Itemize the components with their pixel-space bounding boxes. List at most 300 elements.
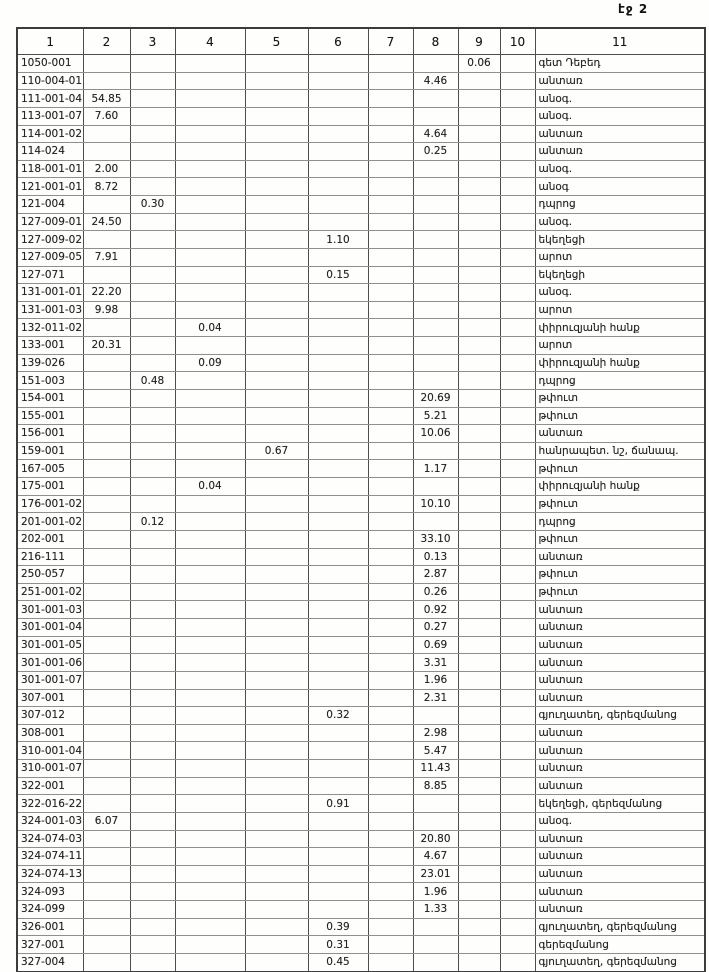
value-cell-col10 bbox=[500, 231, 535, 249]
parcel-code-cell: 121-004 bbox=[17, 196, 83, 214]
value-cell-col3 bbox=[130, 830, 175, 848]
table-row bbox=[17, 266, 705, 284]
column-header-3: 3 bbox=[130, 28, 175, 55]
value-cell-col6 bbox=[308, 671, 368, 689]
value-cell-col9 bbox=[458, 795, 500, 813]
value-cell-col9 bbox=[458, 248, 500, 266]
parcel-code-cell: 131-001-01 bbox=[17, 284, 83, 302]
value-cell-col3 bbox=[130, 901, 175, 919]
value-cell-col4 bbox=[175, 830, 245, 848]
land-use-cell: անօգ. bbox=[535, 90, 705, 108]
value-cell-col2 bbox=[83, 442, 130, 460]
value-cell-col4 bbox=[175, 442, 245, 460]
value-cell-col5 bbox=[245, 812, 308, 830]
value-cell-col9 bbox=[458, 530, 500, 548]
land-use-cell: փիրուզյանի հանք bbox=[535, 478, 705, 496]
value-cell-col3: 0.12 bbox=[130, 513, 175, 531]
value-cell-col4 bbox=[175, 742, 245, 760]
value-cell-col7 bbox=[368, 231, 413, 249]
value-cell-col6 bbox=[308, 901, 368, 919]
parcel-code-cell: 127-071 bbox=[17, 266, 83, 284]
value-cell-col9 bbox=[458, 442, 500, 460]
value-cell-col9 bbox=[458, 284, 500, 302]
value-cell-col8: 1.96 bbox=[413, 671, 458, 689]
value-cell-col4 bbox=[175, 196, 245, 214]
value-cell-col8: 2.98 bbox=[413, 724, 458, 742]
table-row bbox=[17, 107, 705, 125]
value-cell-col3 bbox=[130, 389, 175, 407]
value-cell-col8 bbox=[413, 936, 458, 954]
parcel-code-cell: 307-001 bbox=[17, 689, 83, 707]
value-cell-col4 bbox=[175, 707, 245, 725]
value-cell-col6 bbox=[308, 372, 368, 390]
value-cell-col7 bbox=[368, 90, 413, 108]
value-cell-col5 bbox=[245, 460, 308, 478]
value-cell-col8 bbox=[413, 319, 458, 337]
parcel-code-cell: 201-001-02 bbox=[17, 513, 83, 531]
value-cell-col8 bbox=[413, 248, 458, 266]
value-cell-col2: 22.20 bbox=[83, 284, 130, 302]
value-cell-col10 bbox=[500, 196, 535, 214]
table-row bbox=[17, 707, 705, 725]
value-cell-col10 bbox=[500, 830, 535, 848]
table-row bbox=[17, 160, 705, 178]
value-cell-col5 bbox=[245, 196, 308, 214]
value-cell-col7 bbox=[368, 143, 413, 161]
value-cell-col3 bbox=[130, 865, 175, 883]
land-use-cell: անտառ bbox=[535, 865, 705, 883]
column-header-11: 11 bbox=[535, 28, 705, 55]
value-cell-col6: 1.10 bbox=[308, 231, 368, 249]
value-cell-col6 bbox=[308, 724, 368, 742]
land-parcel-table bbox=[16, 27, 706, 972]
value-cell-col4: 0.04 bbox=[175, 478, 245, 496]
value-cell-col10 bbox=[500, 460, 535, 478]
value-cell-col6 bbox=[308, 760, 368, 778]
column-header-2: 2 bbox=[83, 28, 130, 55]
value-cell-col2 bbox=[83, 865, 130, 883]
land-use-cell: անտառ bbox=[535, 425, 705, 443]
table-header bbox=[17, 28, 705, 55]
value-cell-col7 bbox=[368, 654, 413, 672]
table-row bbox=[17, 883, 705, 901]
value-cell-col2 bbox=[83, 883, 130, 901]
value-cell-col7 bbox=[368, 72, 413, 90]
value-cell-col2 bbox=[83, 478, 130, 496]
value-cell-col10 bbox=[500, 513, 535, 531]
value-cell-col2: 8.72 bbox=[83, 178, 130, 196]
value-cell-col2 bbox=[83, 231, 130, 249]
value-cell-col3 bbox=[130, 619, 175, 637]
value-cell-col10 bbox=[500, 795, 535, 813]
value-cell-col2 bbox=[83, 566, 130, 584]
value-cell-col9 bbox=[458, 425, 500, 443]
value-cell-col8 bbox=[413, 442, 458, 460]
table-row bbox=[17, 337, 705, 355]
value-cell-col7 bbox=[368, 425, 413, 443]
value-cell-col6 bbox=[308, 742, 368, 760]
parcel-code-cell: 310-001-04 bbox=[17, 742, 83, 760]
table-row bbox=[17, 213, 705, 231]
value-cell-col3: 0.48 bbox=[130, 372, 175, 390]
value-cell-col8 bbox=[413, 953, 458, 971]
table-row bbox=[17, 777, 705, 795]
land-use-cell: անօգ. bbox=[535, 160, 705, 178]
value-cell-col8 bbox=[413, 478, 458, 496]
value-cell-col3 bbox=[130, 495, 175, 513]
value-cell-col2 bbox=[83, 425, 130, 443]
value-cell-col7 bbox=[368, 760, 413, 778]
value-cell-col5 bbox=[245, 530, 308, 548]
value-cell-col10 bbox=[500, 407, 535, 425]
value-cell-col5 bbox=[245, 107, 308, 125]
value-cell-col4: 0.04 bbox=[175, 319, 245, 337]
value-cell-col10 bbox=[500, 707, 535, 725]
value-cell-col9 bbox=[458, 953, 500, 971]
value-cell-col10 bbox=[500, 777, 535, 795]
value-cell-col3 bbox=[130, 284, 175, 302]
land-use-cell: անտառ bbox=[535, 619, 705, 637]
value-cell-col4 bbox=[175, 143, 245, 161]
value-cell-col10 bbox=[500, 724, 535, 742]
value-cell-col8 bbox=[413, 284, 458, 302]
column-header-9: 9 bbox=[458, 28, 500, 55]
table-row bbox=[17, 407, 705, 425]
value-cell-col7 bbox=[368, 213, 413, 231]
value-cell-col10 bbox=[500, 372, 535, 390]
value-cell-col7 bbox=[368, 777, 413, 795]
value-cell-col9 bbox=[458, 407, 500, 425]
value-cell-col9 bbox=[458, 654, 500, 672]
land-use-cell: թփուտ bbox=[535, 495, 705, 513]
value-cell-col5 bbox=[245, 389, 308, 407]
land-use-cell: անտառ bbox=[535, 830, 705, 848]
value-cell-col10 bbox=[500, 636, 535, 654]
column-header-8: 8 bbox=[413, 28, 458, 55]
value-cell-col6 bbox=[308, 636, 368, 654]
value-cell-col2 bbox=[83, 724, 130, 742]
value-cell-col10 bbox=[500, 319, 535, 337]
value-cell-col7 bbox=[368, 513, 413, 531]
value-cell-col6 bbox=[308, 90, 368, 108]
value-cell-col9 bbox=[458, 231, 500, 249]
land-use-cell: գյուղատեղ, գերեզմանոց bbox=[535, 707, 705, 725]
value-cell-col4: 0.09 bbox=[175, 354, 245, 372]
value-cell-col4 bbox=[175, 724, 245, 742]
value-cell-col7 bbox=[368, 354, 413, 372]
value-cell-col3 bbox=[130, 90, 175, 108]
value-cell-col5 bbox=[245, 830, 308, 848]
value-cell-col9 bbox=[458, 671, 500, 689]
value-cell-col10 bbox=[500, 143, 535, 161]
value-cell-col4 bbox=[175, 495, 245, 513]
value-cell-col9 bbox=[458, 319, 500, 337]
value-cell-col4 bbox=[175, 107, 245, 125]
value-cell-col3 bbox=[130, 883, 175, 901]
table-row bbox=[17, 495, 705, 513]
value-cell-col5 bbox=[245, 795, 308, 813]
value-cell-col9 bbox=[458, 830, 500, 848]
parcel-code-cell: 326-001 bbox=[17, 918, 83, 936]
value-cell-col6: 0.15 bbox=[308, 266, 368, 284]
table-row bbox=[17, 284, 705, 302]
parcel-code-cell: 114-024 bbox=[17, 143, 83, 161]
value-cell-col8: 2.87 bbox=[413, 566, 458, 584]
value-cell-col3 bbox=[130, 918, 175, 936]
value-cell-col8: 20.69 bbox=[413, 389, 458, 407]
parcel-code-cell: 324-093 bbox=[17, 883, 83, 901]
parcel-code-cell: 301-001-07 bbox=[17, 671, 83, 689]
value-cell-col7 bbox=[368, 795, 413, 813]
value-cell-col10 bbox=[500, 583, 535, 601]
value-cell-col6 bbox=[308, 337, 368, 355]
value-cell-col4 bbox=[175, 654, 245, 672]
table-row bbox=[17, 848, 705, 866]
value-cell-col9 bbox=[458, 724, 500, 742]
value-cell-col4 bbox=[175, 795, 245, 813]
value-cell-col2 bbox=[83, 143, 130, 161]
parcel-code-cell: 324-074-03 bbox=[17, 830, 83, 848]
value-cell-col4 bbox=[175, 55, 245, 73]
value-cell-col8 bbox=[413, 301, 458, 319]
land-use-cell: անօգ bbox=[535, 178, 705, 196]
value-cell-col10 bbox=[500, 301, 535, 319]
value-cell-col8 bbox=[413, 513, 458, 531]
column-header-10: 10 bbox=[500, 28, 535, 55]
value-cell-col3 bbox=[130, 812, 175, 830]
value-cell-col8 bbox=[413, 196, 458, 214]
value-cell-col7 bbox=[368, 478, 413, 496]
land-use-cell: անտառ bbox=[535, 671, 705, 689]
parcel-code-cell: 159-001 bbox=[17, 442, 83, 460]
land-use-cell: թփուտ bbox=[535, 389, 705, 407]
value-cell-col2 bbox=[83, 654, 130, 672]
land-use-cell: հանրապետ. նշ, ճանապ. bbox=[535, 442, 705, 460]
value-cell-col9 bbox=[458, 160, 500, 178]
value-cell-col10 bbox=[500, 55, 535, 73]
parcel-code-cell: 131-001-03 bbox=[17, 301, 83, 319]
value-cell-col5 bbox=[245, 495, 308, 513]
value-cell-col7 bbox=[368, 495, 413, 513]
land-use-cell: անտառ bbox=[535, 654, 705, 672]
parcel-code-cell: 155-001 bbox=[17, 407, 83, 425]
value-cell-col3 bbox=[130, 707, 175, 725]
value-cell-col10 bbox=[500, 125, 535, 143]
value-cell-col7 bbox=[368, 266, 413, 284]
value-cell-col8: 11.43 bbox=[413, 760, 458, 778]
value-cell-col10 bbox=[500, 478, 535, 496]
value-cell-col3 bbox=[130, 248, 175, 266]
value-cell-col9 bbox=[458, 143, 500, 161]
value-cell-col5 bbox=[245, 918, 308, 936]
value-cell-col8: 4.64 bbox=[413, 125, 458, 143]
value-cell-col9 bbox=[458, 196, 500, 214]
value-cell-col2 bbox=[83, 125, 130, 143]
land-use-cell: գյուղատեղ, գերեզմանոց bbox=[535, 953, 705, 971]
value-cell-col3 bbox=[130, 460, 175, 478]
value-cell-col7 bbox=[368, 901, 413, 919]
value-cell-col3 bbox=[130, 848, 175, 866]
value-cell-col9 bbox=[458, 213, 500, 231]
value-cell-col5 bbox=[245, 548, 308, 566]
value-cell-col7 bbox=[368, 442, 413, 460]
value-cell-col7 bbox=[368, 689, 413, 707]
value-cell-col10 bbox=[500, 213, 535, 231]
value-cell-col2 bbox=[83, 55, 130, 73]
value-cell-col2 bbox=[83, 72, 130, 90]
value-cell-col4 bbox=[175, 566, 245, 584]
parcel-code-cell: 156-001 bbox=[17, 425, 83, 443]
value-cell-col5 bbox=[245, 143, 308, 161]
value-cell-col7 bbox=[368, 55, 413, 73]
table-row bbox=[17, 425, 705, 443]
value-cell-col5 bbox=[245, 707, 308, 725]
parcel-code-cell: 151-003 bbox=[17, 372, 83, 390]
table-row bbox=[17, 566, 705, 584]
value-cell-col7 bbox=[368, 337, 413, 355]
value-cell-col2 bbox=[83, 848, 130, 866]
value-cell-col2 bbox=[83, 548, 130, 566]
value-cell-col6 bbox=[308, 125, 368, 143]
parcel-code-cell: 1050-001 bbox=[17, 55, 83, 73]
value-cell-col4 bbox=[175, 407, 245, 425]
value-cell-col3 bbox=[130, 548, 175, 566]
table-row bbox=[17, 301, 705, 319]
parcel-code-cell: 176-001-02 bbox=[17, 495, 83, 513]
parcel-code-cell: 324-074-13 bbox=[17, 865, 83, 883]
table-row bbox=[17, 90, 705, 108]
value-cell-col2 bbox=[83, 830, 130, 848]
value-cell-col4 bbox=[175, 90, 245, 108]
value-cell-col9 bbox=[458, 90, 500, 108]
land-use-cell: անտառ bbox=[535, 760, 705, 778]
value-cell-col3 bbox=[130, 125, 175, 143]
value-cell-col3 bbox=[130, 953, 175, 971]
parcel-code-cell: 307-012 bbox=[17, 707, 83, 725]
value-cell-col9 bbox=[458, 107, 500, 125]
value-cell-col5 bbox=[245, 953, 308, 971]
value-cell-col9 bbox=[458, 918, 500, 936]
value-cell-col9 bbox=[458, 936, 500, 954]
table-row bbox=[17, 513, 705, 531]
land-use-cell: անօգ. bbox=[535, 284, 705, 302]
parcel-code-cell: 310-001-07 bbox=[17, 760, 83, 778]
value-cell-col4 bbox=[175, 213, 245, 231]
value-cell-col10 bbox=[500, 566, 535, 584]
land-use-cell: եկեղեցի bbox=[535, 231, 705, 249]
parcel-code-cell: 121-001-01 bbox=[17, 178, 83, 196]
value-cell-col7 bbox=[368, 407, 413, 425]
table-row bbox=[17, 460, 705, 478]
value-cell-col9 bbox=[458, 865, 500, 883]
value-cell-col2 bbox=[83, 530, 130, 548]
table-row bbox=[17, 918, 705, 936]
land-use-cell: թփուտ bbox=[535, 566, 705, 584]
value-cell-col8: 0.69 bbox=[413, 636, 458, 654]
land-use-cell: փիրուզյանի հանք bbox=[535, 354, 705, 372]
value-cell-col6 bbox=[308, 883, 368, 901]
value-cell-col10 bbox=[500, 530, 535, 548]
value-cell-col3 bbox=[130, 689, 175, 707]
parcel-code-cell: 110-004-01 bbox=[17, 72, 83, 90]
parcel-code-cell: 301-001-05 bbox=[17, 636, 83, 654]
page-number-label: էջ 2 bbox=[618, 2, 649, 16]
parcel-code-cell: 127-009-05 bbox=[17, 248, 83, 266]
value-cell-col4 bbox=[175, 936, 245, 954]
table-row bbox=[17, 689, 705, 707]
value-cell-col2 bbox=[83, 583, 130, 601]
value-cell-col5 bbox=[245, 848, 308, 866]
parcel-code-cell: 113-001-07 bbox=[17, 107, 83, 125]
value-cell-col6 bbox=[308, 319, 368, 337]
value-cell-col5 bbox=[245, 337, 308, 355]
value-cell-col8 bbox=[413, 55, 458, 73]
value-cell-col4 bbox=[175, 848, 245, 866]
value-cell-col10 bbox=[500, 107, 535, 125]
table-row bbox=[17, 583, 705, 601]
value-cell-col7 bbox=[368, 301, 413, 319]
table-row bbox=[17, 830, 705, 848]
value-cell-col3 bbox=[130, 231, 175, 249]
parcel-code-cell: 175-001 bbox=[17, 478, 83, 496]
value-cell-col2 bbox=[83, 319, 130, 337]
value-cell-col5 bbox=[245, 55, 308, 73]
value-cell-col5 bbox=[245, 478, 308, 496]
parcel-code-cell: 250-057 bbox=[17, 566, 83, 584]
value-cell-col2 bbox=[83, 636, 130, 654]
parcel-code-cell: 132-011-02 bbox=[17, 319, 83, 337]
land-use-cell: դպրոց bbox=[535, 372, 705, 390]
value-cell-col5 bbox=[245, 90, 308, 108]
land-use-cell: անտառ bbox=[535, 601, 705, 619]
land-use-cell: անտառ bbox=[535, 724, 705, 742]
value-cell-col7 bbox=[368, 548, 413, 566]
value-cell-col8: 2.31 bbox=[413, 689, 458, 707]
value-cell-col10 bbox=[500, 425, 535, 443]
value-cell-col5 bbox=[245, 901, 308, 919]
table-row bbox=[17, 654, 705, 672]
table-row bbox=[17, 601, 705, 619]
value-cell-col8: 10.10 bbox=[413, 495, 458, 513]
land-use-cell: արոտ bbox=[535, 248, 705, 266]
value-cell-col10 bbox=[500, 354, 535, 372]
value-cell-col9 bbox=[458, 636, 500, 654]
value-cell-col10 bbox=[500, 918, 535, 936]
parcel-code-cell: 202-001 bbox=[17, 530, 83, 548]
value-cell-col5 bbox=[245, 284, 308, 302]
value-cell-col10 bbox=[500, 90, 535, 108]
value-cell-col7 bbox=[368, 619, 413, 637]
value-cell-col7 bbox=[368, 389, 413, 407]
value-cell-col3 bbox=[130, 530, 175, 548]
value-cell-col7 bbox=[368, 583, 413, 601]
value-cell-col8 bbox=[413, 213, 458, 231]
value-cell-col5 bbox=[245, 213, 308, 231]
value-cell-col4 bbox=[175, 125, 245, 143]
value-cell-col10 bbox=[500, 178, 535, 196]
value-cell-col2 bbox=[83, 760, 130, 778]
value-cell-col2 bbox=[83, 495, 130, 513]
value-cell-col2 bbox=[83, 777, 130, 795]
value-cell-col8: 5.47 bbox=[413, 742, 458, 760]
value-cell-col6 bbox=[308, 460, 368, 478]
value-cell-col6 bbox=[308, 213, 368, 231]
value-cell-col4 bbox=[175, 619, 245, 637]
value-cell-col6 bbox=[308, 425, 368, 443]
value-cell-col5 bbox=[245, 760, 308, 778]
table-row bbox=[17, 143, 705, 161]
value-cell-col7 bbox=[368, 566, 413, 584]
